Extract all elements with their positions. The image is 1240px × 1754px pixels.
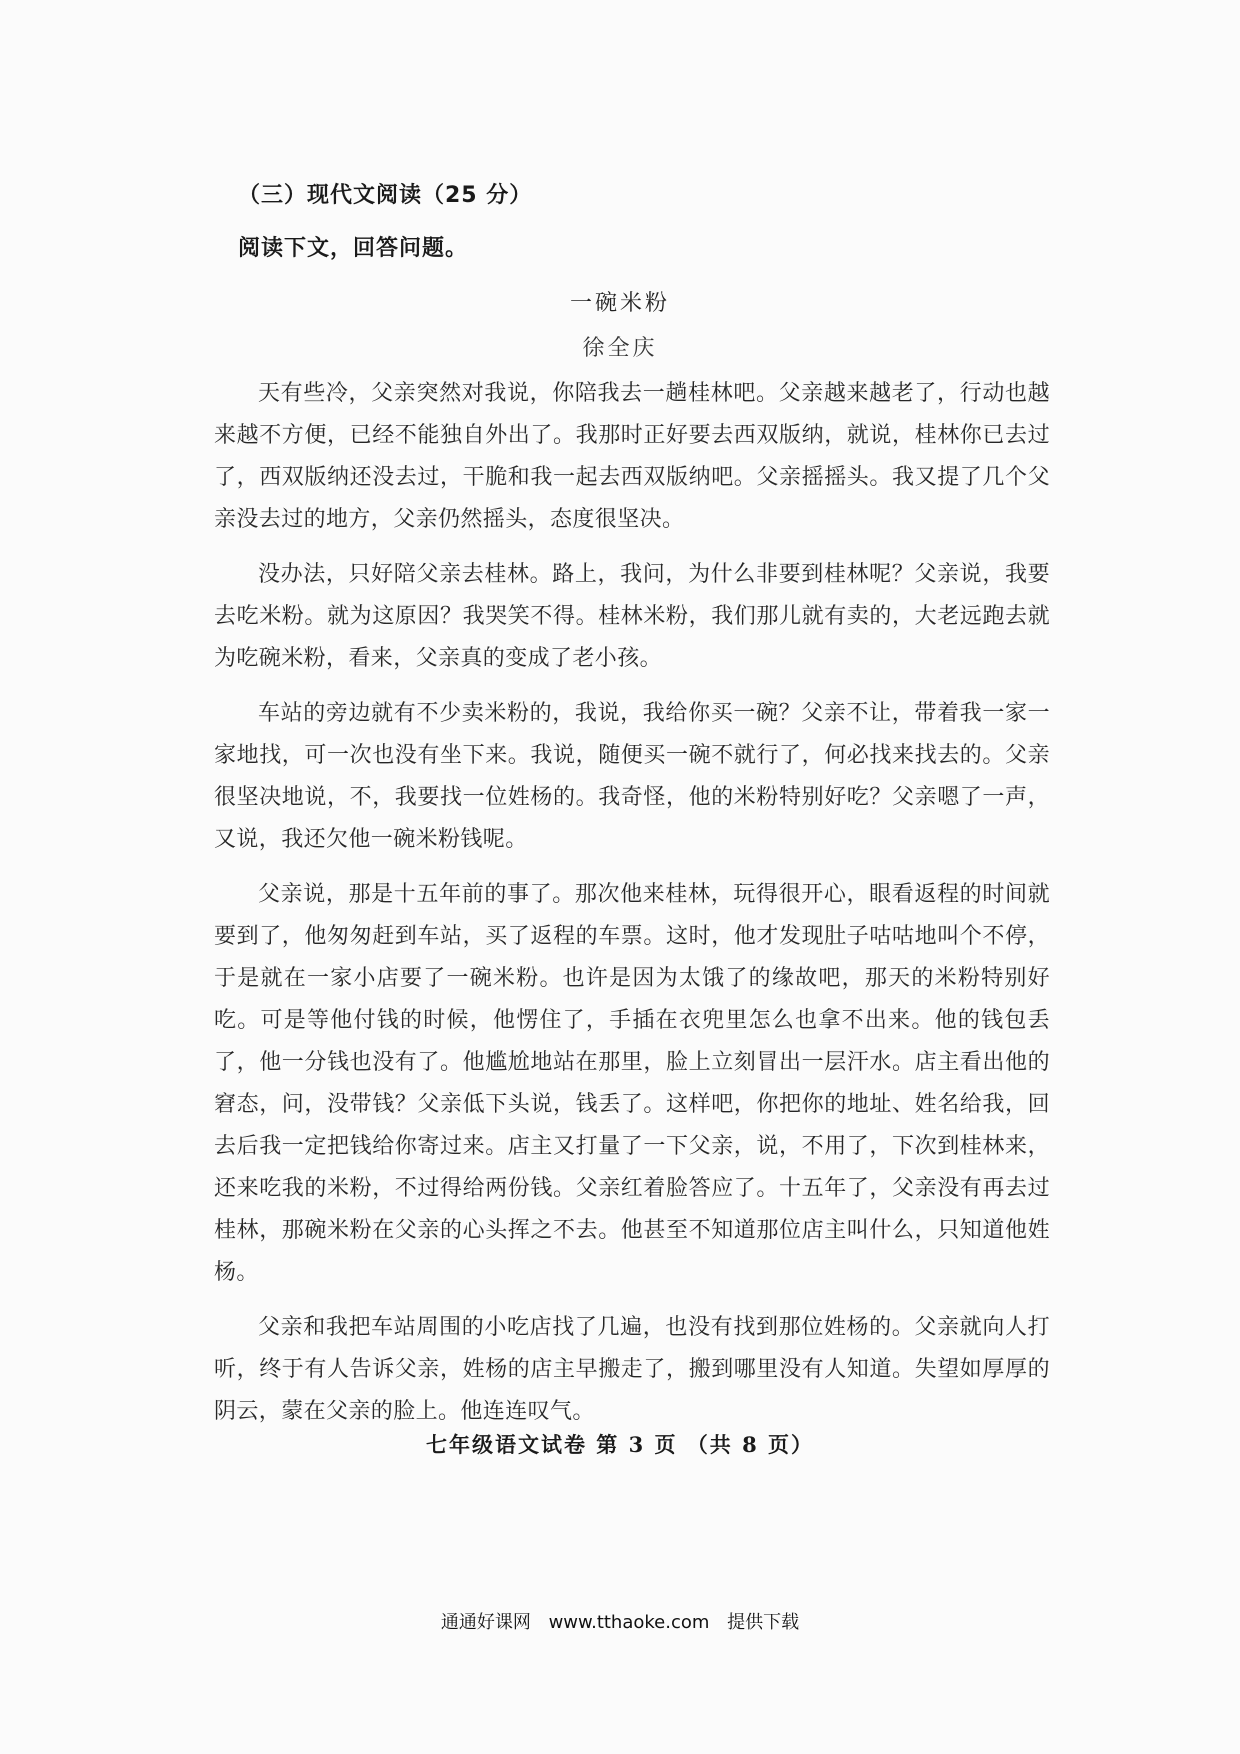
article-paragraph-2: 没办法，只好陪父亲去桂林。路上，我问，为什么非要到桂林呢？父亲说，我要去吃米粉。就为这原因？我哭笑不得。桂林米粉，我们那儿就有卖的，大老远跑去就为吃碗米粉，看来，父亲真的变成了老小孩。 — [214, 562, 1050, 671]
download-watermark — [0, 1608, 1240, 1634]
article-paragraph-1: 天有些冷，父亲突然对我说，你陪我去一趟桂林吧。父亲越来越老了，行动也越来越不方便，已经不能独自外出了。我那时正好要去西双版纳，就说，桂林你已去过了，西双版纳还没去过，干脆和我一起去西双版纳吧。父亲摇摇头。我又提了几个父亲没去过的地方，父亲仍然摇头，态度很坚决。 — [214, 381, 1050, 532]
watermark-url: www.tthaoke.com — [548, 1612, 710, 1633]
reading-instruction: 阅读下文，回答问题。 — [238, 236, 469, 261]
article-author: 徐全庆 — [582, 336, 658, 361]
page-footer: 七年级语文试卷 第 3 页 （共 8 页） — [425, 1432, 815, 1457]
article-paragraph-5: 父亲和我把车站周围的小吃店找了几遍，也没有找到那位姓杨的。父亲就向人打听，终于有人告诉父亲，姓杨的店主早搬走了，搬到哪里没有人知道。失望如厚厚的阴云，蒙在父亲的脸上。他连连叹气。 — [214, 1315, 1050, 1424]
section-heading: （三）现代文阅读（25 分） — [238, 183, 533, 208]
article-paragraph-3: 车站的旁边就有不少卖米粉的，我说，我给你买一碗？父亲不让，带着我一家一家地找，可一次也没有坐下来。我说，随便买一碗不就行了，何必找来找去的。父亲很坚决地说，不，我要找一位姓杨的。我奇怪，他的米粉特别好吃？父亲嗯了一声，又说，我还欠他一碗米粉钱呢。 — [214, 701, 1050, 852]
watermark-suffix: 提供下载 — [727, 1612, 800, 1633]
article-title: 一碗米粉 — [569, 291, 670, 316]
article-paragraph-4: 父亲说，那是十五年前的事了。那次他来桂林，玩得很开心，眼看返程的时间就要到了，他匆匆赶到车站，买了返程的车票。这时，他才发现肚子咕咕地叫个不停，于是就在一家小店要了一碗米粉。也许是因为太饿了的缘故吧，那天的米粉特别好吃。可是等他付钱的时候，他愣住了，手插在衣兜里怎么也拿不出来。他的钱包丢了，他一分钱也没有了。他尴尬地站在那里，脸上立刻冒出一层汗水。店主看出他的窘态，问，没带钱？父亲低下头说，钱丢了。这样吧，你把你的地址、姓名给我，回去后我一定把钱给你寄过来。店主又打量了一下父亲，说，不用了，下次到桂林来，还来吃我的米粉，不过得给两份钱。父亲红着脸答应了。十五年了，父亲没有再去过桂林，那碗米粉在父亲的心头挥之不去。他甚至不知道那位店主叫什么，只知道他姓杨。 — [214, 882, 1050, 1285]
article-body — [214, 373, 1050, 1446]
watermark-site-name: 通通好课网 — [440, 1612, 531, 1633]
